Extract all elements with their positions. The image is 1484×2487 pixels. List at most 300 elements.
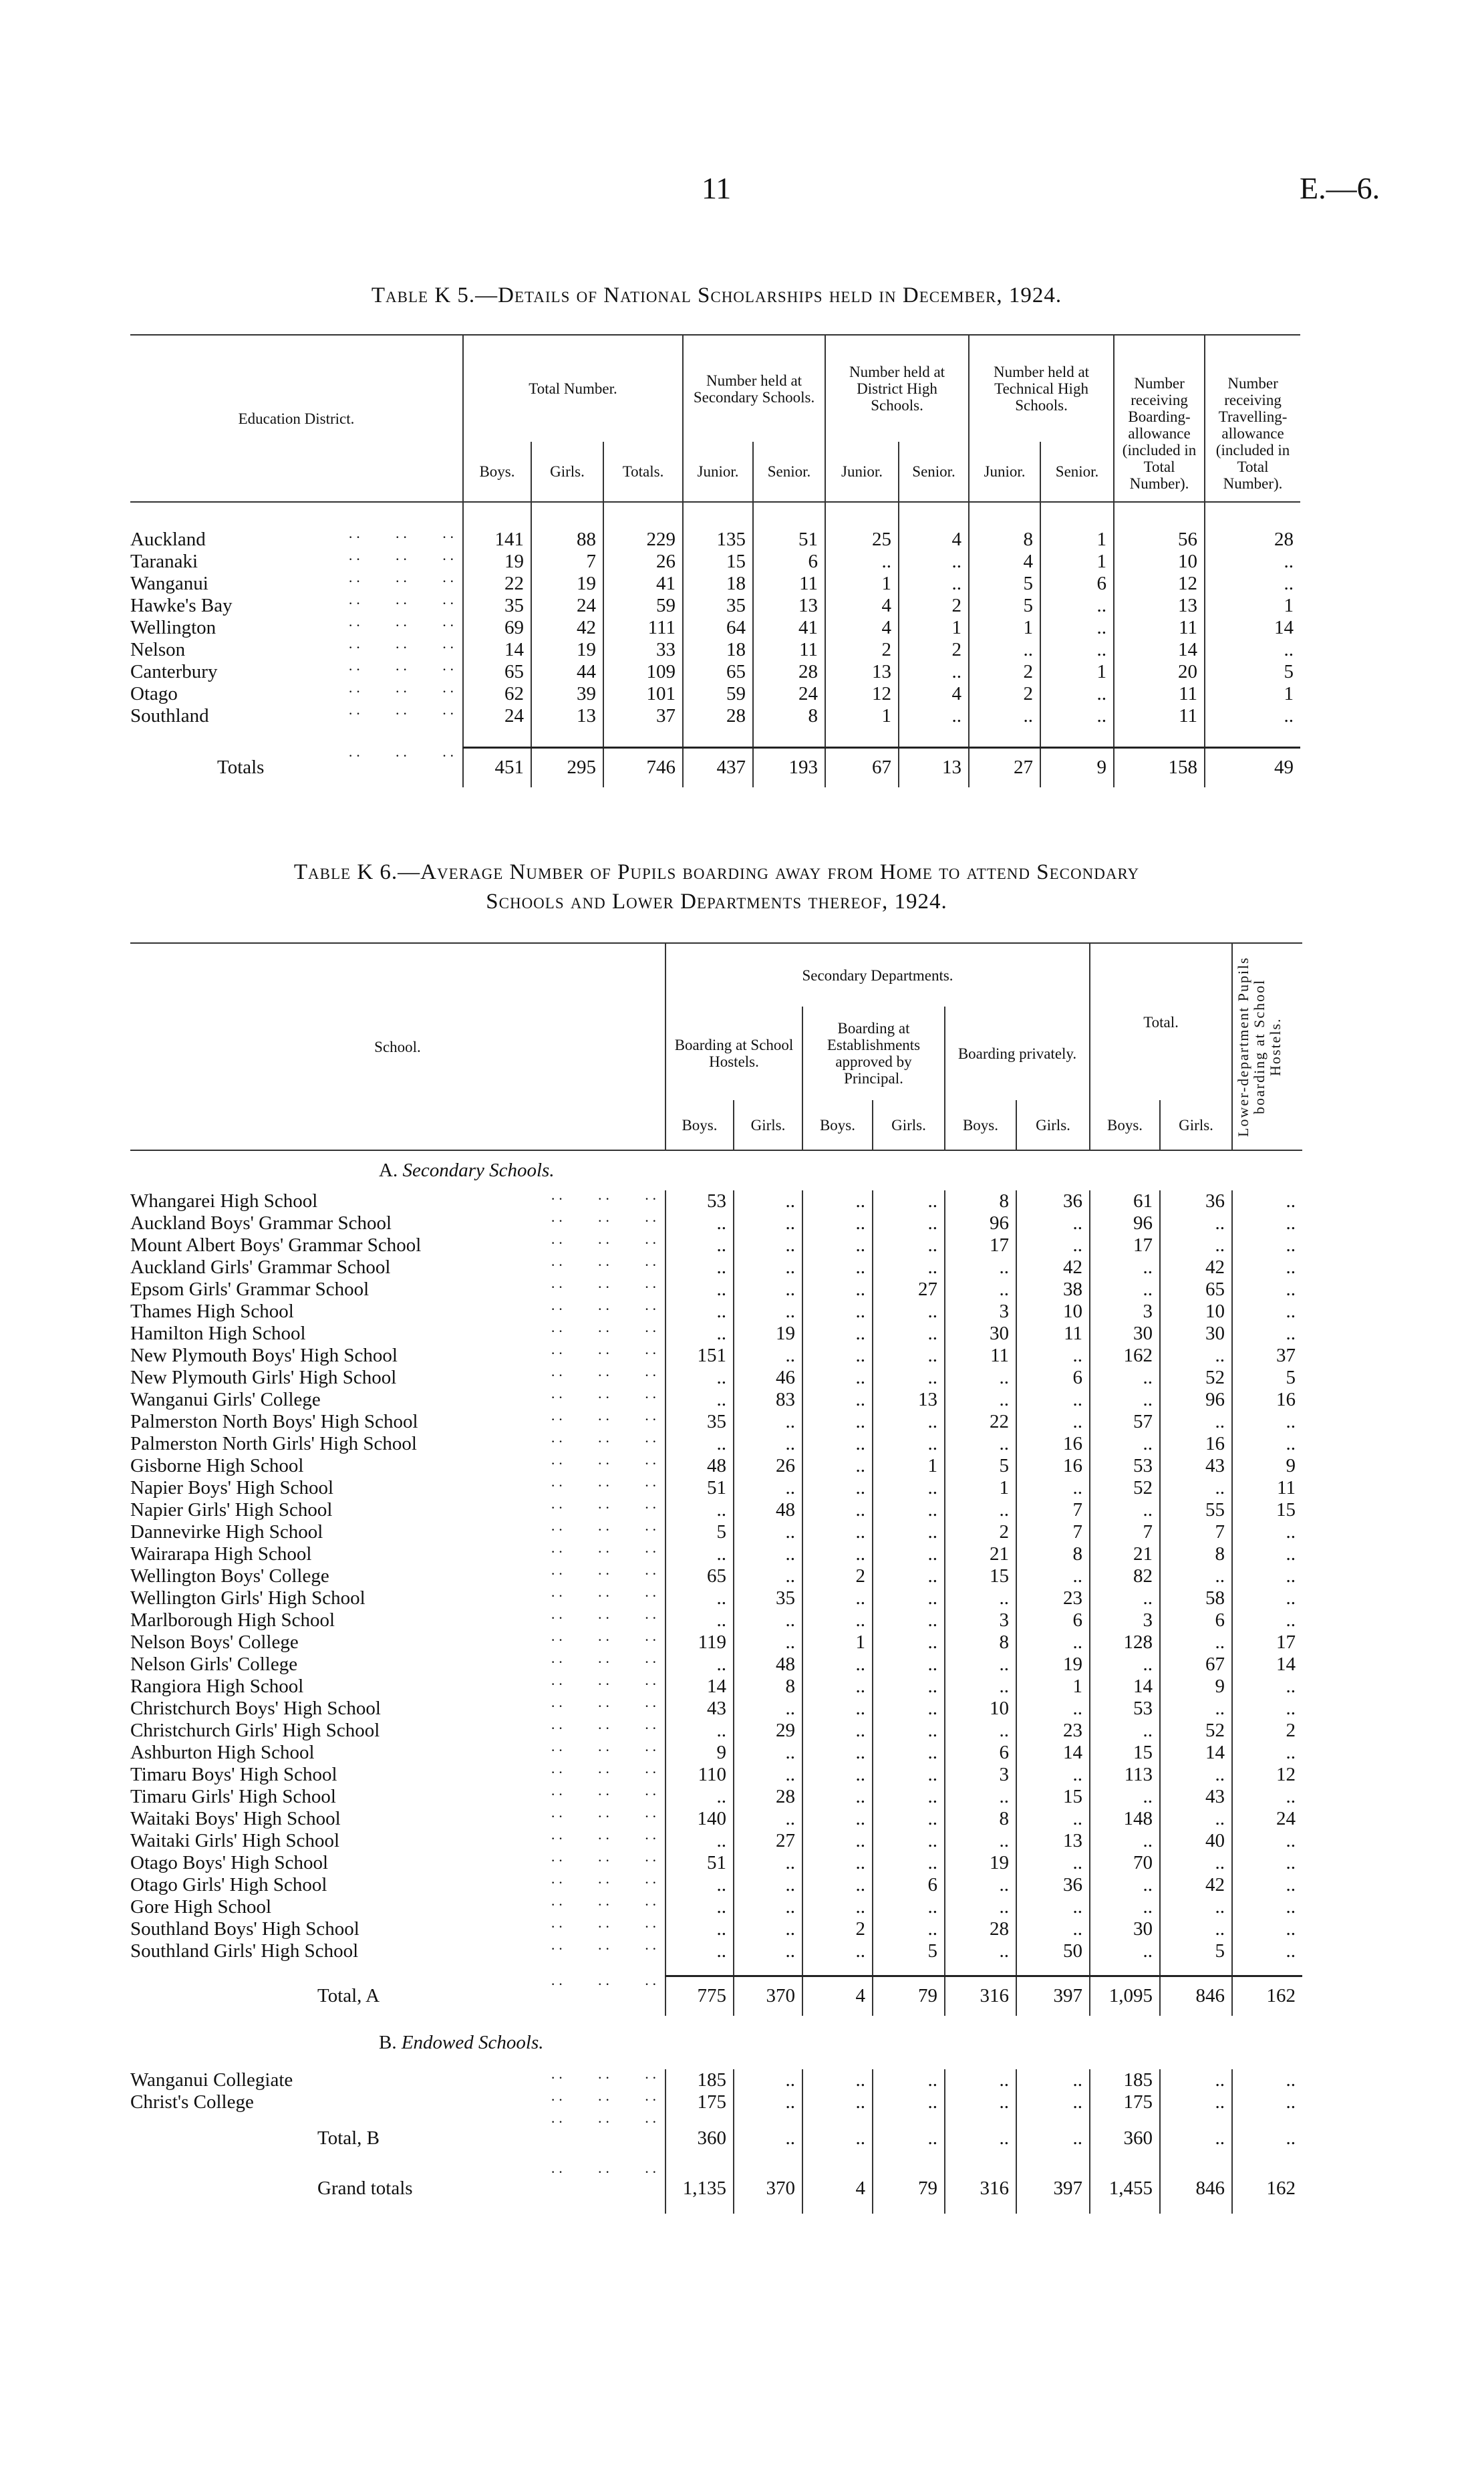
cell-value: 360 (1090, 2113, 1160, 2164)
cell-value: .. (1160, 1896, 1232, 1918)
cell-value: 13 (899, 747, 969, 787)
row-label (130, 705, 463, 727)
cell-value: .. (665, 1234, 734, 1257)
cell-value: .. (1160, 1918, 1232, 1940)
row-label (130, 617, 463, 639)
cell-value: 70 (1090, 1852, 1160, 1874)
cell-value: 19 (463, 551, 531, 573)
cell-value: .. (873, 1830, 945, 1852)
cell-value: 27 (734, 1830, 802, 1852)
table-row (130, 1367, 1302, 1389)
cell-value: 5 (969, 573, 1040, 595)
dot-leader: ·· ·· ·· (348, 573, 457, 590)
cell-value: 28 (945, 1918, 1016, 1940)
cell-value: .. (734, 1742, 802, 1764)
cell-value: .. (945, 1389, 1016, 1411)
cell-value: .. (945, 1257, 1016, 1279)
cell-value: .. (1090, 1279, 1160, 1301)
subheader-girls: Girls. (1160, 1100, 1232, 1150)
table-row (130, 1257, 1302, 1279)
table-row (130, 1389, 1302, 1411)
cell-value: .. (802, 1543, 873, 1565)
row-label-text: Timaru Girls' High School (130, 1786, 336, 1807)
spacer-row (130, 502, 1300, 529)
cell-value: 21 (945, 1543, 1016, 1565)
cell-value: 15 (1090, 1742, 1160, 1764)
table-row (130, 1521, 1302, 1543)
cell-value: .. (802, 1433, 873, 1455)
cell-value: .. (1090, 1257, 1160, 1279)
row-label (130, 1976, 665, 2016)
row-label (130, 1234, 665, 1257)
cell-value: .. (1232, 1742, 1302, 1764)
cell-value: 13 (753, 595, 825, 617)
cell-value: .. (969, 639, 1040, 661)
cell-value: 62 (463, 683, 531, 705)
row-label (130, 2164, 665, 2214)
cell-value: .. (873, 1521, 945, 1543)
cell-value: 52 (1160, 1367, 1232, 1389)
cell-value: 14 (1090, 1676, 1160, 1698)
cell-value: 9 (1232, 1455, 1302, 1477)
dot-leader: ·· ·· ·· (551, 1830, 659, 1847)
cell-value: 10 (1016, 1301, 1090, 1323)
cell-value: 14 (1016, 1742, 1090, 1764)
cell-value: .. (1040, 639, 1114, 661)
cell-value: .. (945, 1786, 1016, 1808)
row-label-text: Wanganui Collegiate (130, 2069, 293, 2091)
row-label-text: Grand totals (317, 2178, 413, 2199)
row-label (130, 1808, 665, 1830)
cell-value: 7 (1016, 1499, 1090, 1521)
cell-value: .. (1232, 1301, 1302, 1323)
subheader-girls: Girls. (873, 1100, 945, 1150)
cell-value: 11 (1114, 705, 1205, 727)
dot-leader: ·· ·· ·· (551, 1764, 659, 1781)
cell-value: 18 (683, 639, 753, 661)
cell-value: 79 (873, 1976, 945, 2016)
dot-leader: ·· ·· ·· (551, 1433, 659, 1450)
cell-value: .. (1090, 1830, 1160, 1852)
cell-value: 51 (665, 1852, 734, 1874)
cell-value: .. (945, 1676, 1016, 1698)
cell-value: 101 (603, 683, 683, 705)
row-label-text: Auckland (130, 529, 206, 550)
cell-value: .. (734, 1609, 802, 1631)
row-label-text: New Plymouth Boys' High School (130, 1345, 398, 1366)
cell-value: 30 (1090, 1918, 1160, 1940)
cell-value: 36 (1016, 1874, 1090, 1896)
cell-value: .. (873, 1764, 945, 1786)
cell-value: 8 (945, 1808, 1016, 1830)
cell-value: 13 (825, 661, 899, 683)
cell-value: 11 (945, 1345, 1016, 1367)
table-row (130, 1918, 1302, 1940)
cell-value: .. (1016, 1764, 1090, 1786)
cell-value: .. (1232, 1676, 1302, 1698)
dot-leader: ·· ·· ·· (348, 639, 457, 656)
row-label-text: Marlborough High School (130, 1609, 335, 1631)
cell-value: 4 (969, 551, 1040, 573)
row-label-text: Palmerston North Girls' High School (130, 1433, 417, 1454)
cell-value: .. (734, 1698, 802, 1720)
cell-value: 13 (873, 1389, 945, 1411)
cell-value: .. (1232, 1433, 1302, 1455)
cell-value: .. (873, 1433, 945, 1455)
cell-value: .. (734, 1764, 802, 1786)
row-label (130, 1389, 665, 1411)
cell-value: 1,095 (1090, 1976, 1160, 2016)
cell-value: .. (1160, 1565, 1232, 1587)
table-row (130, 617, 1300, 639)
cell-value: 7 (1090, 1521, 1160, 1543)
cell-value: 19 (531, 639, 603, 661)
cell-value: .. (1232, 1543, 1302, 1565)
cell-value: 175 (665, 2091, 734, 2113)
cell-value: .. (873, 1301, 945, 1323)
table-row (130, 1808, 1302, 1830)
cell-value: 57 (1090, 1411, 1160, 1433)
cell-value: 41 (753, 617, 825, 639)
cell-value: .. (873, 1565, 945, 1587)
cell-value: 58 (1160, 1587, 1232, 1609)
table-k6-title-line1: Table K 6.—Average Number of Pupils boarding away from Home to attend Secondary (293, 860, 1140, 884)
row-label-text: Otago Girls' High School (130, 1874, 327, 1895)
cell-value: .. (1232, 1565, 1302, 1587)
cell-value: .. (802, 1477, 873, 1499)
cell-value: .. (802, 1698, 873, 1720)
cell-value: .. (1232, 2091, 1302, 2113)
cell-value: 119 (665, 1631, 734, 1654)
cell-value: 37 (603, 705, 683, 727)
cell-value: 9 (665, 1742, 734, 1764)
cell-value: 109 (603, 661, 683, 683)
cell-value: 96 (1160, 1389, 1232, 1411)
cell-value: .. (734, 1808, 802, 1830)
dot-leader: ·· ·· ·· (348, 595, 457, 612)
cell-value: 5 (1160, 1940, 1232, 1962)
cell-value: 11 (1232, 1477, 1302, 1499)
cell-value: .. (1205, 573, 1300, 595)
cell-value: 19 (734, 1323, 802, 1345)
cell-value: 1 (1040, 529, 1114, 551)
cell-value: .. (1016, 1565, 1090, 1587)
row-label-text: Rangiora High School (130, 1676, 304, 1697)
table-row (130, 1543, 1302, 1565)
cell-value: .. (1160, 1764, 1232, 1786)
cell-value: 35 (463, 595, 531, 617)
dot-leader: ·· ·· ·· (551, 1257, 659, 1273)
row-label (130, 1301, 665, 1323)
cell-value: .. (665, 1499, 734, 1521)
header-lower-department: Lower-department Pupils boarding at School Hostels. (1232, 943, 1302, 1150)
section-letter: B. (379, 2031, 397, 2053)
cell-value: .. (873, 1543, 945, 1565)
cell-value: 56 (1114, 529, 1205, 551)
cell-value: 11 (1016, 1323, 1090, 1345)
cell-value: .. (1040, 617, 1114, 639)
cell-value: .. (665, 1301, 734, 1323)
table-row (130, 2091, 1302, 2113)
subheader-senior: Senior. (1040, 442, 1114, 502)
cell-value: 14 (665, 1676, 734, 1698)
subheader-boys: Boys. (945, 1100, 1016, 1150)
table-row (130, 551, 1300, 573)
cell-value: 36 (1016, 1190, 1090, 1212)
dot-leader: ·· ·· ·· (551, 1455, 659, 1472)
cell-value: .. (802, 1786, 873, 1808)
cell-value: .. (734, 1190, 802, 1212)
cell-value: 88 (531, 529, 603, 551)
cell-value: .. (873, 1609, 945, 1631)
cell-value: 17 (945, 1234, 1016, 1257)
cell-value: 775 (665, 1976, 734, 2016)
cell-value: .. (734, 1940, 802, 1962)
table-row (130, 1565, 1302, 1587)
row-label (130, 551, 463, 573)
cell-value: .. (665, 1609, 734, 1631)
row-label (130, 1654, 665, 1676)
cell-value: 360 (665, 2113, 734, 2164)
row-label-text: Hawke's Bay (130, 595, 233, 616)
cell-value: 1 (1040, 661, 1114, 683)
cell-value: 55 (1160, 1499, 1232, 1521)
cell-value: .. (734, 1565, 802, 1587)
row-label (130, 1852, 665, 1874)
dot-leader: ·· ·· ·· (551, 1323, 659, 1339)
table-row (130, 1190, 1302, 1212)
cell-value: .. (1232, 1323, 1302, 1345)
header-travelling-allowance: Number receiving Travelling-allowance (included in Total Number). (1205, 335, 1300, 502)
cell-value: .. (1232, 1587, 1302, 1609)
cell-value: 27 (873, 1279, 945, 1301)
cell-value: .. (873, 1654, 945, 1676)
cell-value: .. (1160, 2113, 1232, 2164)
row-label (130, 2069, 665, 2091)
table-row (130, 1631, 1302, 1654)
row-label-text: Otago Boys' High School (130, 1852, 329, 1873)
row-label-text: Gore High School (130, 1896, 272, 1918)
dot-leader: ·· ·· ·· (348, 529, 457, 545)
cell-value: .. (1160, 1808, 1232, 1830)
dot-leader: ·· ·· ·· (551, 1190, 659, 1207)
cell-value: 15 (945, 1565, 1016, 1587)
cell-value: 19 (1016, 1654, 1090, 1676)
cell-value: .. (802, 1521, 873, 1543)
dot-leader: ·· ·· ·· (551, 2113, 659, 2130)
cell-value: .. (899, 551, 969, 573)
cell-value: 1,455 (1090, 2164, 1160, 2214)
cell-value: .. (665, 1389, 734, 1411)
cell-value: 4 (899, 529, 969, 551)
cell-value: .. (873, 1257, 945, 1279)
cell-value: 35 (665, 1411, 734, 1433)
cell-value: 48 (734, 1654, 802, 1676)
row-label (130, 1433, 665, 1455)
total-a-row (130, 1976, 1302, 2016)
row-label (130, 2091, 665, 2113)
cell-value: 12 (825, 683, 899, 705)
cell-value: 7 (1160, 1521, 1232, 1543)
row-label (130, 683, 463, 705)
cell-value: 83 (734, 1389, 802, 1411)
row-label (130, 1543, 665, 1565)
cell-value: .. (802, 1499, 873, 1521)
table-row (130, 2069, 1302, 2091)
row-label (130, 1786, 665, 1808)
row-label-text: Christchurch Boys' High School (130, 1698, 381, 1719)
row-label-text: Epsom Girls' Grammar School (130, 1279, 369, 1300)
cell-value: 17 (1090, 1234, 1160, 1257)
cell-value: 3 (1090, 1609, 1160, 1631)
row-label-text: New Plymouth Girls' High School (130, 1367, 397, 1388)
cell-value: 53 (1090, 1698, 1160, 1720)
cell-value: 370 (734, 1976, 802, 2016)
section-title: Secondary Schools. (402, 1160, 555, 1181)
cell-value: 25 (825, 529, 899, 551)
cell-value: 64 (683, 617, 753, 639)
row-label-text: Canterbury (130, 661, 218, 682)
cell-value: .. (802, 1587, 873, 1609)
cell-value: .. (1090, 1720, 1160, 1742)
row-label (130, 573, 463, 595)
section-heading (130, 1150, 1302, 1190)
dot-leader: ·· ·· ·· (551, 1389, 659, 1406)
row-label (130, 529, 463, 551)
table-row (130, 705, 1300, 727)
subheader-girls: Girls. (734, 1100, 802, 1150)
cell-value: .. (665, 1918, 734, 1940)
cell-value: .. (873, 1323, 945, 1345)
row-label-text: Southland Boys' High School (130, 1918, 359, 1940)
table-row (130, 1455, 1302, 1477)
table-row (130, 639, 1300, 661)
cell-value: .. (802, 1808, 873, 1830)
cell-value: 397 (1016, 2164, 1090, 2214)
dot-leader: ·· ·· ·· (551, 1279, 659, 1295)
row-label (130, 1279, 665, 1301)
cell-value: .. (802, 1389, 873, 1411)
cell-value: 29 (734, 1720, 802, 1742)
dot-leader: ·· ·· ·· (551, 1874, 659, 1891)
cell-value: .. (1160, 1212, 1232, 1234)
cell-value: .. (1160, 1411, 1232, 1433)
cell-value: .. (945, 1940, 1016, 1962)
row-label (130, 1720, 665, 1742)
cell-value: .. (873, 1477, 945, 1499)
table-k6 (130, 942, 1302, 2214)
cell-value: .. (1016, 1698, 1090, 1720)
cell-value: .. (734, 1631, 802, 1654)
row-label-text: Gisborne High School (130, 1455, 304, 1476)
cell-value: 38 (1016, 1279, 1090, 1301)
cell-value: .. (802, 1742, 873, 1764)
cell-value: 162 (1232, 2164, 1302, 2214)
cell-value: .. (1090, 1896, 1160, 1918)
dot-leader: ·· ·· ·· (551, 1720, 659, 1736)
cell-value: 9 (1040, 747, 1114, 787)
cell-value: 8 (734, 1676, 802, 1698)
table-row (130, 1786, 1302, 1808)
header-school: School. (374, 1038, 421, 1055)
row-label (130, 1764, 665, 1786)
table-row (130, 1323, 1302, 1345)
subheader-totals: Totals. (603, 442, 683, 502)
cell-value: 33 (603, 639, 683, 661)
cell-value: .. (665, 1323, 734, 1345)
cell-value: 50 (1016, 1940, 1090, 1962)
cell-value: 30 (1090, 1323, 1160, 1345)
dot-leader: ·· ·· ·· (348, 551, 457, 567)
row-label-text: Nelson Boys' College (130, 1631, 299, 1653)
cell-value: 4 (802, 1976, 873, 2016)
cell-value: .. (1016, 1389, 1090, 1411)
cell-value: .. (899, 661, 969, 683)
cell-value: 42 (531, 617, 603, 639)
table-row (130, 661, 1300, 683)
cell-value: 1 (1040, 551, 1114, 573)
row-label-text: Napier Girls' High School (130, 1499, 333, 1521)
table-row (130, 1499, 1302, 1521)
cell-value: 15 (683, 551, 753, 573)
cell-value: 42 (1160, 1874, 1232, 1896)
cell-value: 110 (665, 1764, 734, 1786)
cell-value: 162 (1232, 1976, 1302, 2016)
cell-value: .. (665, 1874, 734, 1896)
row-label-text: Dannevirke High School (130, 1521, 323, 1543)
cell-value: 21 (1090, 1543, 1160, 1565)
cell-value: .. (1090, 1367, 1160, 1389)
page-number: 11 (702, 171, 732, 205)
row-label-text: Hamilton High School (130, 1323, 306, 1344)
cell-value: .. (734, 1234, 802, 1257)
cell-value: .. (873, 1345, 945, 1367)
cell-value: 17 (1232, 1631, 1302, 1654)
cell-value: 65 (1160, 1279, 1232, 1301)
cell-value: 43 (1160, 1786, 1232, 1808)
cell-value: 44 (531, 661, 603, 683)
cell-value: .. (802, 1764, 873, 1786)
cell-value: 185 (1090, 2069, 1160, 2091)
cell-value: .. (969, 705, 1040, 727)
row-label-text: Mount Albert Boys' Grammar School (130, 1234, 422, 1256)
header-boarding-allowance: Number receiving Boarding-allowance (included in Total Number). (1114, 335, 1205, 502)
dot-leader: ·· ·· ·· (551, 1212, 659, 1229)
cell-value: 14 (463, 639, 531, 661)
cell-value: 35 (683, 595, 753, 617)
row-label (130, 1874, 665, 1896)
cell-value: 82 (1090, 1565, 1160, 1587)
row-label (130, 1411, 665, 1433)
cell-value: 746 (603, 747, 683, 787)
row-label-text: Total, A (317, 1984, 380, 2006)
cell-value: .. (734, 1433, 802, 1455)
cell-value: 67 (1160, 1654, 1232, 1676)
cell-value: 15 (1232, 1499, 1302, 1521)
cell-value: 12 (1114, 573, 1205, 595)
header-technical: Number held at Technical High Schools. (969, 335, 1114, 442)
cell-value: .. (1232, 1212, 1302, 1234)
row-label-text: Waitaki Boys' High School (130, 1808, 341, 1829)
cell-value: .. (1232, 1411, 1302, 1433)
row-label-text: Christ's College (130, 2091, 254, 2113)
cell-value: .. (734, 1301, 802, 1323)
cell-value: 14 (1232, 1654, 1302, 1676)
cell-value: .. (873, 1367, 945, 1389)
cell-value: .. (1160, 1631, 1232, 1654)
row-label-text: Taranaki (130, 551, 198, 572)
cell-value: 51 (665, 1477, 734, 1499)
